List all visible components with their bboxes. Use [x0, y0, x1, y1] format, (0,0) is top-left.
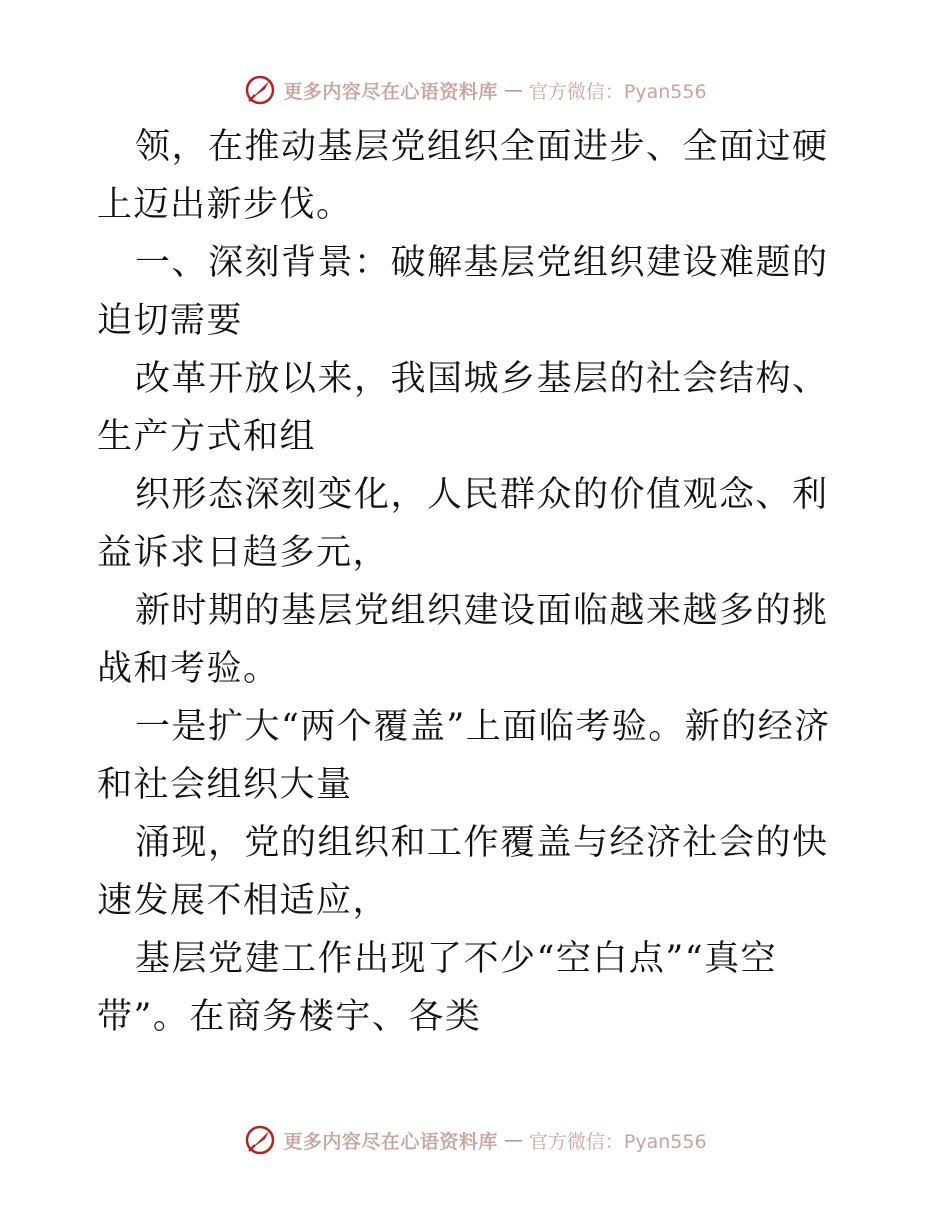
- paragraph: 改革开放以来，我国城乡基层的社会结构、生产方式和组: [97, 359, 829, 457]
- quill-pen-icon: [243, 73, 277, 107]
- quill-pen-icon: [243, 1123, 277, 1157]
- paragraph: 领，在推动基层党组织全面进步、全面过硬上迈出新步伐。: [97, 127, 829, 225]
- footer-brand: 更多内容尽在心语资料库: [283, 1130, 498, 1153]
- header-separator: —: [503, 79, 523, 101]
- footer-banner: [0, 1120, 950, 1160]
- section-heading: 一、深刻背景：破解基层党组织建设难题的迫切需要: [97, 243, 829, 341]
- header-wechat: 官方微信：Pyan556: [528, 80, 707, 103]
- document-body: [97, 118, 857, 1046]
- paragraph: 织形态深刻变化，人民群众的价值观念、利益诉求日趋多元，: [97, 475, 829, 573]
- header-banner: [0, 70, 950, 110]
- paragraph: 基层党建工作出现了不少“空白点”“真空带”。在商务楼宇、各类: [97, 939, 778, 1037]
- header-brand: 更多内容尽在心语资料库: [283, 80, 498, 103]
- paragraph: 涌现，党的组织和工作覆盖与经济社会的快速发展不相适应，: [97, 823, 829, 921]
- paragraph: 新时期的基层党组织建设面临越来越多的挑战和考验。: [97, 591, 829, 689]
- paragraph: 一是扩大“两个覆盖”上面临考验。新的经济和社会组织大量: [97, 707, 831, 805]
- footer-wechat: 官方微信：Pyan556: [528, 1130, 707, 1153]
- footer-separator: —: [503, 1129, 523, 1151]
